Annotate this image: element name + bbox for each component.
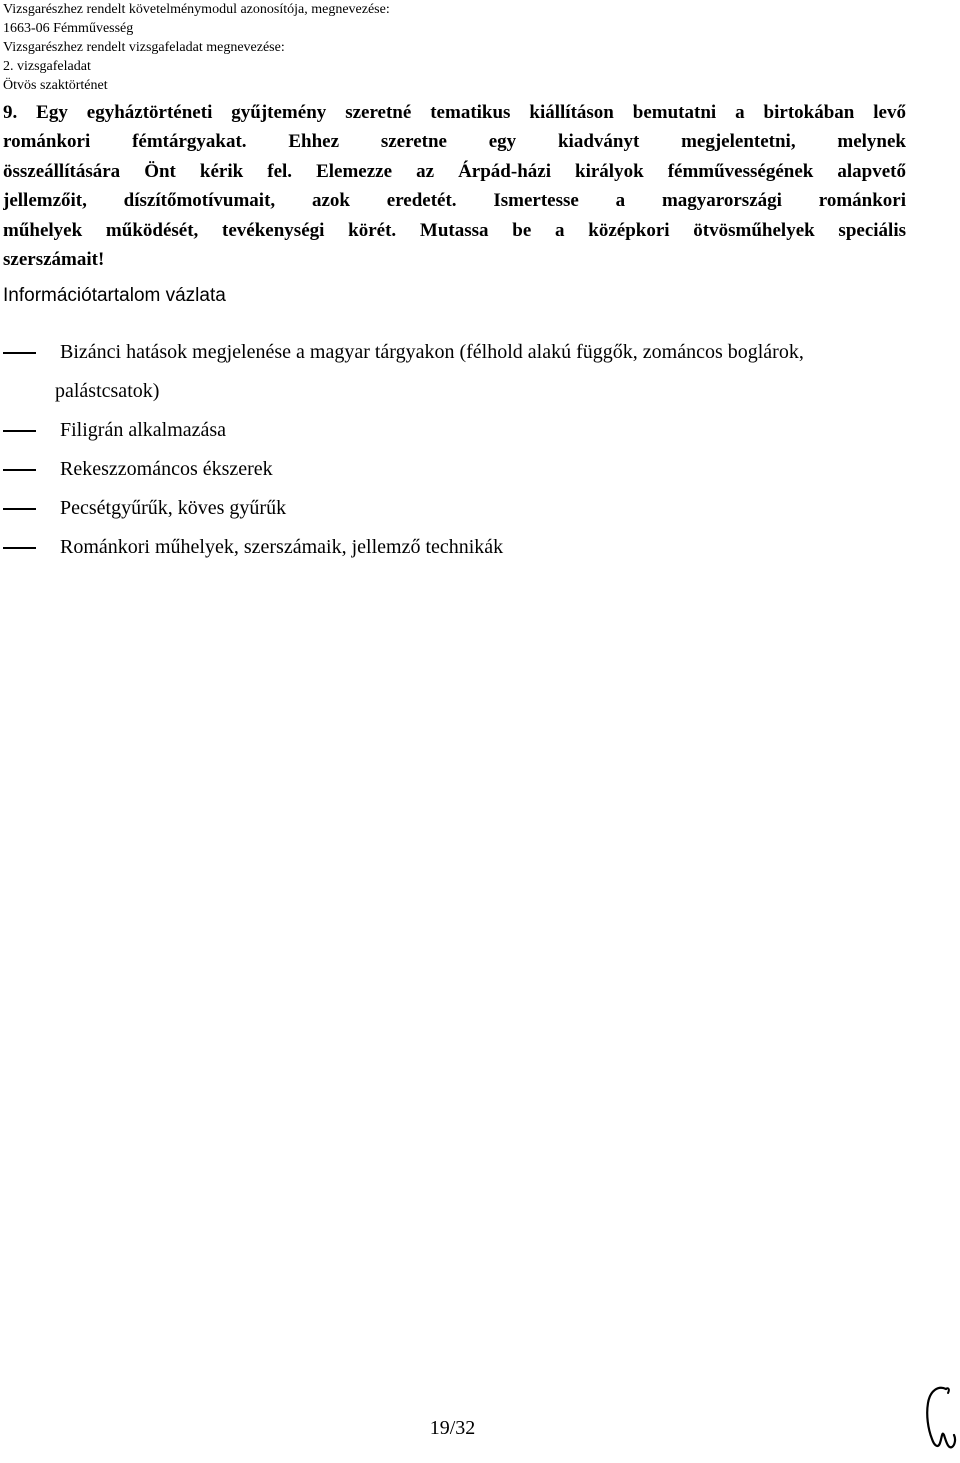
task-line: jellemzőit, díszítőmotívumait, azok eredetét. Ismertesse a magyarországi románkori bbox=[3, 190, 906, 212]
list-item bbox=[0, 528, 940, 567]
list-item-continuation: palástcsatok) bbox=[55, 380, 160, 402]
list-item bbox=[0, 450, 940, 489]
dash-bullet-icon bbox=[3, 430, 36, 432]
page-number: 19/32 bbox=[429, 1417, 476, 1439]
list-item-text: Románkori műhelyek, szerszámaik, jellemző technikák bbox=[60, 536, 504, 558]
task-line: műhelyek működését, tevékenységi körét. Mutassa be a középkori ötvösműhelyek speciális bbox=[3, 219, 906, 241]
header-module-id: 1663-06 Fémművesség bbox=[3, 21, 134, 36]
header-subject: Ötvös szaktörténet bbox=[3, 78, 108, 93]
header-task-name: 2. vizsgafeladat bbox=[3, 59, 91, 74]
task-line: románkori fémtárgyakat. Ehhez szeretne egy kiadványt megjelentetni, melynek bbox=[3, 131, 906, 153]
list-item-text: Pecsétgyűrűk, köves gyűrűk bbox=[60, 497, 287, 519]
dash-bullet-icon bbox=[3, 469, 36, 471]
task-line: szerszámait! bbox=[3, 248, 105, 270]
outline-title: Információtartalom vázlata bbox=[3, 285, 226, 306]
task-description bbox=[3, 98, 906, 274]
dash-bullet-icon bbox=[3, 547, 36, 549]
task-line: összeállítására Önt kérik fel. Elemezze az Árpád-házi királyok fémművességének alapvető bbox=[3, 160, 906, 182]
dash-bullet-icon bbox=[3, 352, 36, 354]
document-header bbox=[3, 0, 943, 95]
list-item-text: Rekeszzománcos ékszerek bbox=[60, 458, 273, 480]
task-line: 9. Egy egyháztörténeti gyűjtemény szeretné tematikus kiállításon bemutatni a birtokában levő bbox=[3, 102, 906, 123]
outline-list bbox=[0, 333, 940, 567]
header-task-label: Vizsgarészhez rendelt vizsgafeladat megnevezése: bbox=[3, 40, 285, 55]
list-item bbox=[0, 489, 940, 528]
list-item-text: Bizánci hatások megjelenése a magyar tárgyakon (félhold alakú függők, zománcos boglárok, bbox=[60, 341, 804, 363]
signature-mark bbox=[920, 1383, 958, 1455]
list-item bbox=[0, 333, 940, 411]
dash-bullet-icon bbox=[3, 508, 36, 510]
list-item bbox=[0, 411, 940, 450]
header-module-label: Vizsgarészhez rendelt követelménymodul azonosítója, megnevezése: bbox=[3, 2, 390, 17]
list-item-text: Filigrán alkalmazása bbox=[60, 419, 227, 441]
